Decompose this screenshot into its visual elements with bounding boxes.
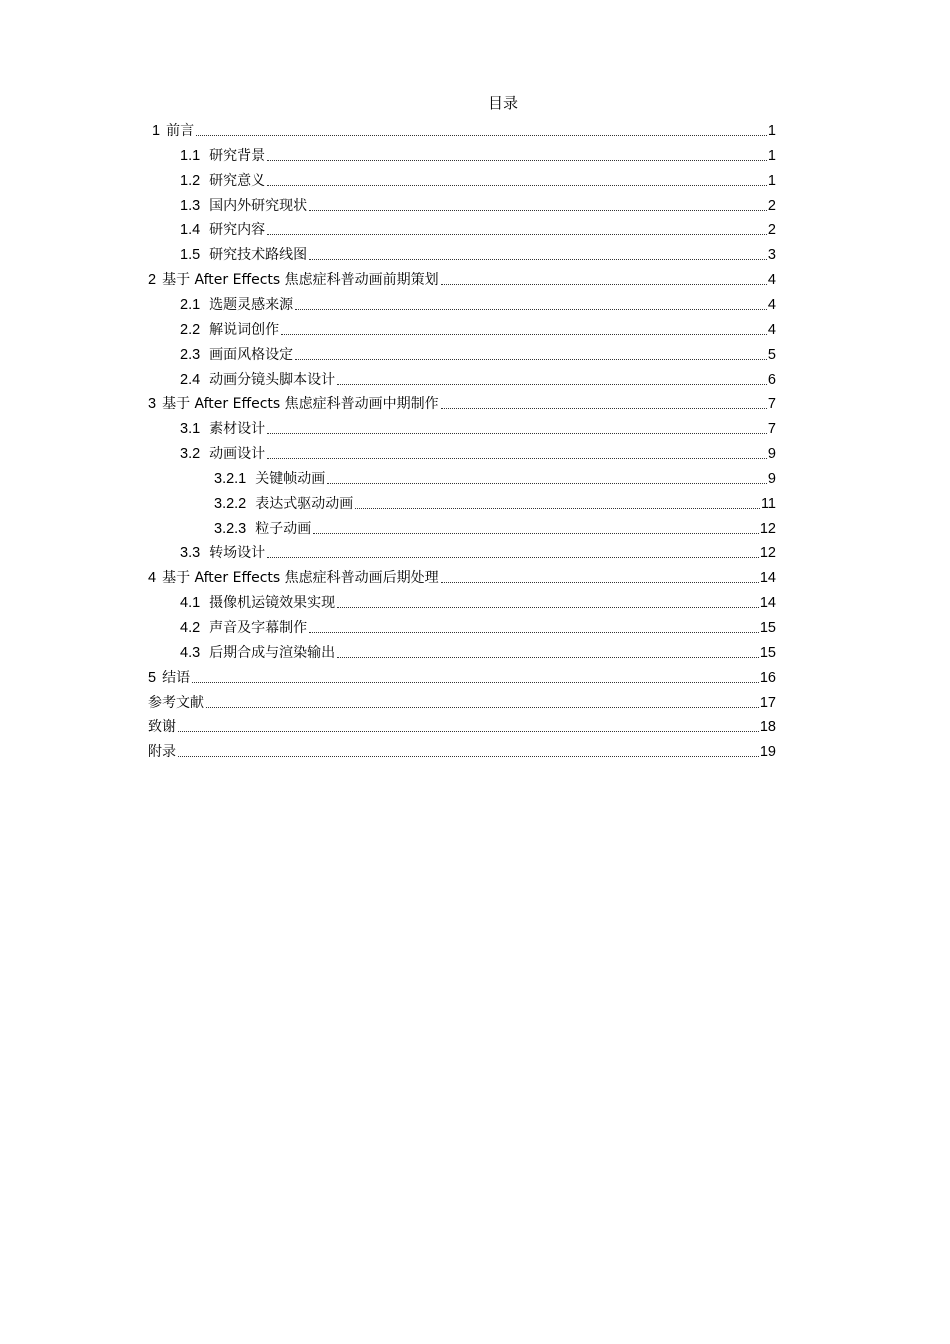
toc-dot-leader xyxy=(267,557,759,558)
toc-entry-page: 4 xyxy=(767,296,776,313)
toc-entry-page: 1 xyxy=(767,172,776,189)
toc-entry-text: 表达式驱动动画 xyxy=(255,495,354,512)
toc-entry-number: 3.2.3 xyxy=(214,520,247,537)
toc-entry[interactable] xyxy=(180,588,776,612)
toc-entry[interactable] xyxy=(152,116,776,140)
toc-dot-leader xyxy=(441,582,759,583)
toc-entry-page: 7 xyxy=(767,421,776,438)
toc-entry-number: 3.2 xyxy=(180,446,201,463)
toc-entry-text: 画面风格设定 xyxy=(209,346,294,363)
toc-dot-leader xyxy=(206,707,759,708)
toc-entry-text: 研究意义 xyxy=(209,172,266,189)
toc-entry-number: 3.3 xyxy=(180,545,201,562)
toc-entry[interactable] xyxy=(148,389,776,413)
toc-entry-text: 附录 xyxy=(148,744,176,761)
toc-entry[interactable] xyxy=(148,712,776,736)
toc-dot-leader xyxy=(309,259,767,260)
toc-entry-number: 1.5 xyxy=(180,247,201,264)
toc-entry-number: 2.2 xyxy=(180,321,201,338)
toc-dot-leader xyxy=(441,408,767,409)
toc-entry[interactable] xyxy=(148,265,776,289)
toc-entry[interactable] xyxy=(180,638,776,662)
toc-entry[interactable] xyxy=(180,166,776,190)
toc-dot-leader xyxy=(178,731,759,732)
toc-entry-page: 7 xyxy=(767,396,776,413)
toc-entry[interactable] xyxy=(148,563,776,587)
toc-dot-leader xyxy=(313,533,759,534)
toc-entry-text: 结语 xyxy=(162,669,191,686)
toc-entry[interactable] xyxy=(180,240,776,264)
toc-entry-number: 2.1 xyxy=(180,296,201,313)
toc-dot-leader xyxy=(441,284,767,285)
toc-entry-page: 2 xyxy=(767,197,776,214)
toc-entry-text: 摄像机运镜效果实现 xyxy=(209,595,336,612)
toc-dot-leader xyxy=(267,433,767,434)
toc-entry-page: 11 xyxy=(760,495,776,512)
toc-entry-text: 致谢 xyxy=(148,719,176,736)
toc-entry-number: 2 xyxy=(148,272,157,289)
toc-entry-text: 基于 After Effects 焦虑症科普动画中期制作 xyxy=(162,396,439,413)
toc-entry-number: 4.1 xyxy=(180,595,201,612)
toc-entry-text: 基于 After Effects 焦虑症科普动画前期策划 xyxy=(162,272,439,289)
toc-entry-number: 5 xyxy=(148,669,157,686)
toc-entry-text: 研究内容 xyxy=(209,222,266,239)
toc-entry-number: 3.2.2 xyxy=(214,495,247,512)
toc-dot-leader xyxy=(309,210,767,211)
toc-entry[interactable] xyxy=(180,191,776,215)
toc-entry-number: 2.3 xyxy=(180,346,201,363)
toc-entry[interactable] xyxy=(180,439,776,463)
toc-entry-page: 1 xyxy=(767,147,776,164)
toc-entry-text: 转场设计 xyxy=(209,545,266,562)
toc-entry-page: 1 xyxy=(767,123,776,139)
toc-entry-text: 前言 xyxy=(166,123,195,139)
toc-entry-number: 1.1 xyxy=(180,147,201,164)
toc-entry-number: 4.3 xyxy=(180,644,201,661)
toc-dot-leader xyxy=(309,632,759,633)
toc-entry-page: 12 xyxy=(759,520,776,537)
toc-entry-text: 解说词创作 xyxy=(209,321,280,338)
toc-entry-page: 14 xyxy=(759,570,776,587)
toc-entry-number: 4 xyxy=(148,570,157,587)
toc-entry-text: 研究背景 xyxy=(209,147,266,164)
toc-entry-text: 素材设计 xyxy=(209,421,266,438)
toc-dot-leader xyxy=(267,185,767,186)
toc-entry-page: 3 xyxy=(767,247,776,264)
toc-dot-leader xyxy=(196,135,767,136)
toc-entry-text: 参考文献 xyxy=(148,694,204,711)
toc-dot-leader xyxy=(337,657,759,658)
toc-entry-page: 4 xyxy=(767,272,776,289)
toc-entry-text: 关键帧动画 xyxy=(255,470,326,487)
toc-entry-page: 16 xyxy=(759,669,776,686)
toc-entry-number: 1.4 xyxy=(180,222,201,239)
toc-entry-text: 基于 After Effects 焦虑症科普动画后期处理 xyxy=(162,570,439,587)
toc-entry[interactable] xyxy=(180,538,776,562)
toc-entry-text: 国内外研究现状 xyxy=(209,197,308,214)
toc-entry-text: 研究技术路线图 xyxy=(209,247,308,264)
toc-entry-page: 17 xyxy=(759,694,776,711)
toc-dot-leader xyxy=(267,234,767,235)
toc-entry[interactable] xyxy=(214,464,776,488)
toc-title: 目录 xyxy=(487,94,518,112)
toc-entry-page: 12 xyxy=(759,545,776,562)
toc-entry[interactable] xyxy=(214,489,776,513)
toc-entry-page: 18 xyxy=(759,719,776,736)
toc-dot-leader xyxy=(178,756,759,757)
toc-dot-leader xyxy=(192,682,759,683)
toc-entry-number: 4.2 xyxy=(180,620,201,636)
toc-entry-number: 2.4 xyxy=(180,371,201,388)
toc-dot-leader xyxy=(337,607,759,608)
toc-entry[interactable] xyxy=(148,737,776,761)
toc-dot-leader xyxy=(295,309,767,310)
toc-dot-leader xyxy=(355,508,760,509)
toc-dot-leader xyxy=(281,334,767,335)
toc-entry-number: 1.3 xyxy=(180,197,201,214)
toc-entry-page: 5 xyxy=(767,346,776,363)
toc-entry-text: 粒子动画 xyxy=(255,520,312,537)
toc-entry-page: 15 xyxy=(759,620,776,636)
toc-entry-page: 9 xyxy=(767,470,776,487)
toc-entry[interactable] xyxy=(180,315,776,339)
toc-entry-number: 3.1 xyxy=(180,421,201,438)
toc-dot-leader xyxy=(337,384,767,385)
toc-entry-page: 15 xyxy=(759,644,776,661)
toc-entry-number: 3 xyxy=(148,396,157,413)
toc-entry-text: 后期合成与渲染输出 xyxy=(209,644,336,661)
toc-entry[interactable] xyxy=(180,215,776,239)
toc-entry[interactable] xyxy=(148,663,776,687)
toc-entry-page: 14 xyxy=(759,595,776,612)
toc-entry[interactable] xyxy=(180,290,776,314)
toc-entry[interactable] xyxy=(180,414,776,438)
toc-entry[interactable] xyxy=(180,613,776,637)
toc-entry-page: 4 xyxy=(767,321,776,338)
toc-entry[interactable] xyxy=(180,141,776,165)
toc-dot-leader xyxy=(327,483,767,484)
toc-entry[interactable] xyxy=(214,514,776,538)
toc-entry-page: 6 xyxy=(767,371,776,388)
toc-entry[interactable] xyxy=(180,365,776,389)
toc-dot-leader xyxy=(295,359,767,360)
toc-entry[interactable] xyxy=(180,340,776,364)
toc-entry-number: 3.2.1 xyxy=(214,470,247,487)
toc-entry-text: 选题灵感来源 xyxy=(209,296,294,313)
toc-entry-text: 声音及字幕制作 xyxy=(209,620,308,636)
toc-entry-page: 19 xyxy=(759,744,776,761)
toc-entry-number: 1.2 xyxy=(180,172,201,189)
toc-entry-page: 9 xyxy=(767,446,776,463)
toc-entry-text: 动画分镜头脚本设计 xyxy=(209,371,336,388)
toc-dot-leader xyxy=(267,160,767,161)
toc-entry-number: 1 xyxy=(152,123,161,139)
toc-dot-leader xyxy=(267,458,767,459)
toc-entry-page: 2 xyxy=(767,222,776,239)
toc-entry[interactable] xyxy=(148,688,776,712)
toc-entry-text: 动画设计 xyxy=(209,446,266,463)
